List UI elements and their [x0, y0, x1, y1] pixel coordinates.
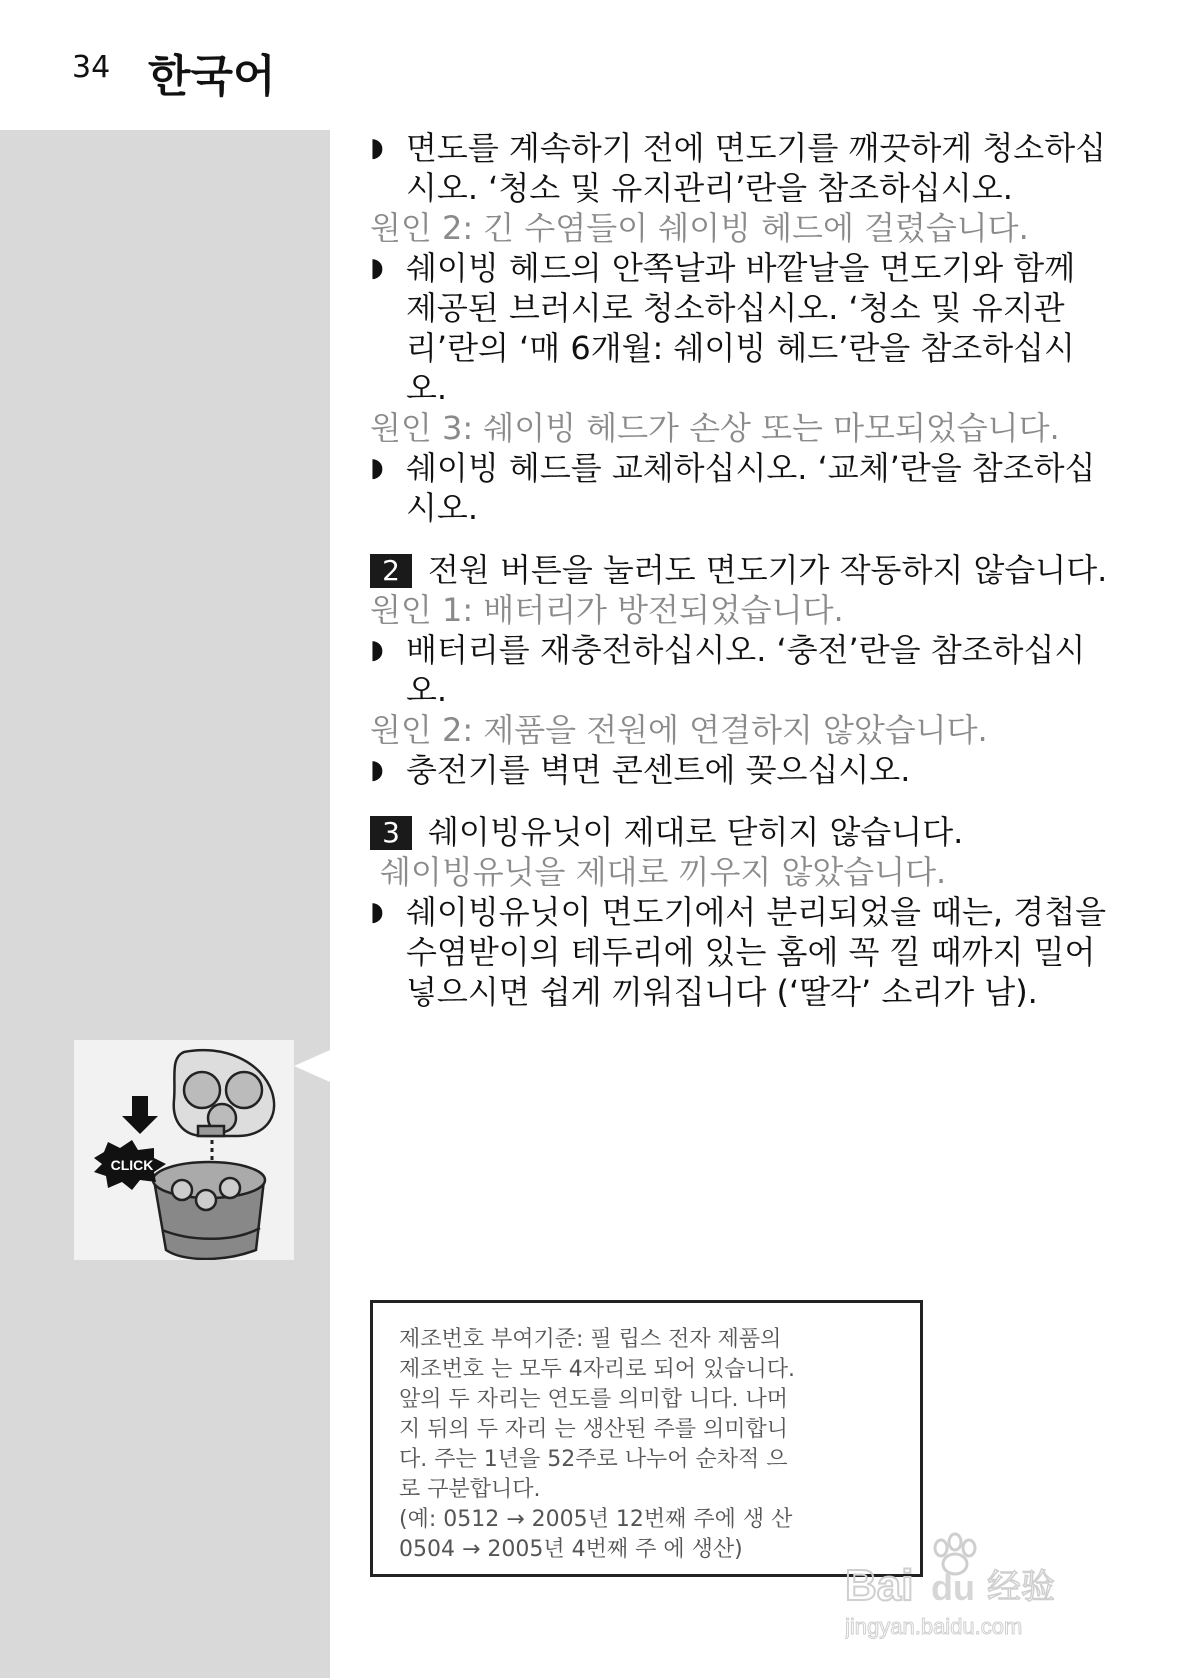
shaving-unit-illustration	[74, 1040, 294, 1260]
watermark-brand-du: du	[931, 1567, 975, 1608]
problem-number-badge: 2	[370, 554, 412, 588]
note-line: (예: 0512 → 2005년 12번째 주에 생 산	[399, 1507, 793, 1532]
bullet-icon: ◗	[370, 453, 384, 483]
note-line: 0504 → 2005년 4번째 주 에 생산)	[399, 1537, 743, 1562]
callout-pointer	[294, 1050, 330, 1082]
down-arrow-icon	[122, 1096, 158, 1134]
problem-heading-2: 2 전원 버튼을 눌러도 면도기가 작동하지 않습니다.	[370, 550, 1110, 590]
cause-not-plugged: 원인 2: 제품을 전원에 연결하지 않았습니다.	[370, 711, 988, 749]
problem-number-badge: 3	[370, 816, 412, 850]
cause-battery-empty: 원인 1: 배터리가 방전되었습니다.	[370, 591, 844, 629]
bullet-icon: ◗	[370, 897, 384, 927]
main-content	[370, 128, 1110, 1012]
bullet-attach-unit: ◗ 쉐이빙유닛이 면도기에서 분리되었을 때는, 경첩을 수염받이의 테두리에 있는 홈에 꼭 낄 때까지 밀어 넣으시면 쉽게 끼워집니다 (‘딸각’ 소리가 남).	[370, 893, 1107, 1011]
sidebar-panel	[0, 130, 330, 1678]
page-number: 34	[72, 50, 111, 85]
bullet-icon: ◗	[370, 755, 384, 785]
click-label: CLICK	[110, 1157, 154, 1173]
serial-number-note-box	[370, 1300, 923, 1577]
bullet-plug-in: ◗ 충전기를 벽면 콘센트에 꽂으십시오.	[370, 751, 911, 789]
note-line: 다. 주는 1년을 52주로 나누어 순차적 으	[399, 1447, 788, 1472]
baidu-watermark-logo	[845, 1530, 1115, 1640]
bullet-clean-shaver: ◗ 면도를 계속하기 전에 면도기를 깨끗하게 청소하십시오. ‘청소 및 유지관리’란을 참조하십시오.	[370, 129, 1107, 207]
note-line: 로 구분합니다.	[399, 1477, 541, 1502]
cause-damaged-heads: 원인 3: 쉐이빙 헤드가 손상 또는 마모되었습니다.	[370, 409, 1060, 447]
page-language-title: 한국어	[148, 51, 276, 102]
bullet-icon: ◗	[370, 133, 384, 163]
cause-long-hairs: 원인 2: 긴 수염들이 쉐이빙 헤드에 걸렸습니다.	[370, 209, 1029, 247]
baidu-watermark	[845, 1530, 1115, 1640]
bullet-icon: ◗	[370, 635, 384, 665]
shaver-drawing	[74, 1040, 294, 1260]
note-line: 앞의 두 자리는 연도를 의미합 니다. 나머	[399, 1387, 788, 1412]
note-line: 제조번호 는 모두 4자리로 되어 있습니다.	[399, 1357, 795, 1382]
watermark-brand: Bai	[845, 1561, 914, 1610]
note-line: 지 뒤의 두 자리 는 생산된 주를 의미합니	[399, 1417, 788, 1442]
bullet-icon: ◗	[370, 253, 384, 283]
note-line: 제조번호 부여기준: 필 립스 전자 제품의	[399, 1327, 782, 1352]
bullet-recharge: ◗ 배터리를 재충전하십시오. ‘충전’란을 참조하십시오.	[370, 631, 1086, 709]
watermark-url: jingyan.baidu.com	[845, 1614, 1023, 1639]
bullet-replace-heads: ◗ 쉐이빙 헤드를 교체하십시오. ‘교체’란을 참조하십시오.	[370, 449, 1096, 527]
bullet-clean-heads: ◗ 쉐이빙 헤드의 안쪽날과 바깥날을 면도기와 함께 제공된 브러시로 청소하십시오. ‘청소 및 유지관리’란의 ‘매 6개월: 쉐이빙 헤드’란을 참조하십시오.	[370, 249, 1076, 407]
watermark-cn: 经验	[987, 1567, 1055, 1607]
problem-heading-3: 3 쉐이빙유닛이 제대로 닫히지 않습니다.	[370, 812, 1110, 852]
cause-unit-not-inserted: 쉐이빙유닛을 제대로 끼우지 않았습니다.	[380, 853, 947, 891]
